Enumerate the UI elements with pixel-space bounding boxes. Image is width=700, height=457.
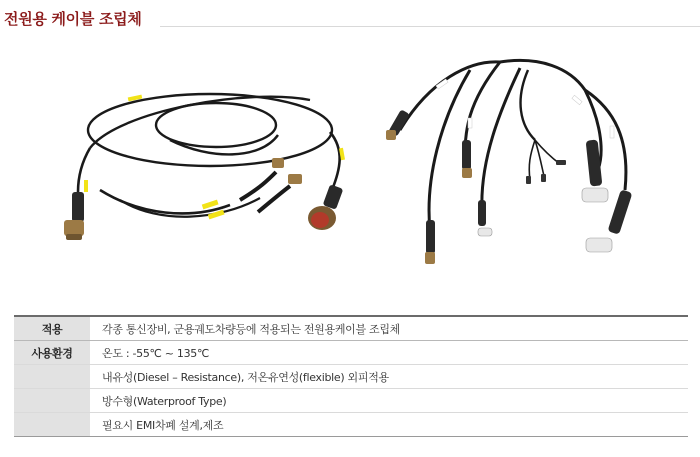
spec-value: 내유성(Diesel – Resistance), 저온유연성(flexible) 외피적용: [102, 370, 389, 384]
spec-row-environment: [14, 340, 688, 364]
spec-label: 사용환경: [14, 341, 90, 364]
product-photo: [0, 40, 700, 308]
spec-value: 각종 통신장비, 군용궤도차량등에 적용되는 전원용케이블 조립체: [102, 322, 400, 336]
spec-label: [14, 365, 90, 388]
spec-table: [14, 315, 688, 437]
page-title: 전원용 케이블 조립체: [4, 10, 142, 28]
spec-row-oil-resistance: [14, 364, 688, 388]
spec-row-waterproof: [14, 388, 688, 412]
spec-label: [14, 413, 90, 436]
spec-value: 온도 : -55℃ ~ 135℃: [102, 346, 210, 360]
spec-value: 방수형(Waterproof Type): [102, 394, 227, 408]
spec-row-application: [14, 317, 688, 340]
spec-label: 적용: [14, 317, 90, 340]
spec-value: 필요시 EMI차폐 설계,제조: [102, 418, 224, 432]
spec-label: [14, 389, 90, 412]
cable-assembly-coiled-image: [64, 94, 345, 240]
cable-assembly-branched-image: [386, 60, 633, 264]
spec-row-emi: [14, 412, 688, 436]
title-divider: [160, 26, 700, 27]
